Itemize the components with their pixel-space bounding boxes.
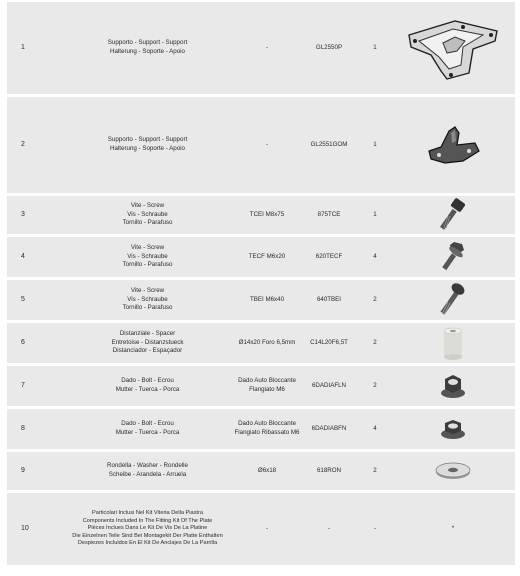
part-code: 618RON <box>316 466 342 474</box>
part-number: 4 <box>21 252 25 260</box>
table-row <box>7 366 515 406</box>
part-code: 6DADIAFLN <box>311 381 347 389</box>
table-row <box>7 196 515 234</box>
washer-icon <box>397 452 509 490</box>
part-number: 7 <box>21 381 25 389</box>
part-code: 640TBEI <box>316 295 342 303</box>
part-description: Dado - Bolt - Ecrou Mutter - Tuerca - Porca <box>115 420 180 436</box>
part-description: Rondella - Washer - Rondelle Scheibe - Arandela - Arruela <box>107 462 188 478</box>
part-quantity: 1 <box>373 43 377 51</box>
part-quantity: - <box>373 524 377 532</box>
part-dimensions: TBEI M6x40 <box>249 295 285 303</box>
part-dimensions: - <box>265 524 269 532</box>
part-description: Particolari Inclusi Nel Kit Viteria Della Piastra Components Included In The Fitting Kit Of The Plate Pièces Inclues Dans Le Kit De Vis De La Platine Die Einzelnen Teile Sind Bei Montagekit Der Platte Enthalten Despiezes Incluidos En El Kit De Anclajes De La Parrilla <box>72 510 223 547</box>
part-quantity: 2 <box>373 381 377 389</box>
plate-icon <box>397 2 509 94</box>
part-quantity: 1 <box>373 210 377 218</box>
part-dimensions: Dado Auto Bloccante Flangiato M6 <box>238 377 296 393</box>
part-description: Vite - Screw Vis - Schraube Tornillo - Parafuso <box>122 244 173 269</box>
part-code: C14L20F6,5T <box>310 338 348 346</box>
part-code: 6DADIABFN <box>311 424 347 432</box>
part-dimensions: Ø6x18 <box>257 466 277 474</box>
part-quantity: 1 <box>373 140 377 148</box>
table-row <box>7 97 515 193</box>
part-number: 1 <box>21 43 25 51</box>
part-description: Dado - Bolt - Ecrou Mutter - Tuerca - Porca <box>115 377 180 393</box>
table-row <box>7 2 515 94</box>
part-code: GL2550P <box>315 43 343 51</box>
part-quantity: 2 <box>373 466 377 474</box>
part-number: 3 <box>21 210 25 218</box>
part-quantity: 4 <box>373 424 377 432</box>
asterisk-icon: * <box>451 524 455 532</box>
part-code: GL2551GOM <box>310 140 348 148</box>
part-description: Vite - Screw Vis - Schraube Tornillo - Parafuso <box>122 287 173 312</box>
part-quantity: 2 <box>373 338 377 346</box>
bracket-icon <box>397 97 509 193</box>
table-row <box>7 280 515 320</box>
part-code: 620TECF <box>315 252 343 260</box>
hex-socket-screw-icon <box>397 196 509 234</box>
table-row <box>7 409 515 449</box>
part-dimensions: TECF M6x20 <box>248 252 286 260</box>
table-row <box>7 452 515 490</box>
part-code: 875TCE <box>317 210 341 218</box>
low-flange-nut-icon <box>397 409 509 449</box>
button-head-screw-icon <box>397 280 509 320</box>
part-dimensions: - <box>265 43 269 51</box>
part-number: 2 <box>21 140 25 148</box>
part-description: Vite - Screw Vis - Schraube Tornillo - Parafuso <box>122 202 173 227</box>
part-quantity: 2 <box>373 295 377 303</box>
part-number: 10 <box>21 524 29 532</box>
part-number: 5 <box>21 295 25 303</box>
part-number: 6 <box>21 338 25 346</box>
part-description: Supporto - Support - Support Halterung - Soporte - Apoio <box>107 39 188 55</box>
flange-screw-icon <box>397 237 509 277</box>
part-dimensions: TCEI M8x75 <box>249 210 285 218</box>
part-description: Supporto - Support - Support Halterung - Soporte - Apoio <box>107 136 188 152</box>
part-dimensions: Dado Auto Bloccante Flangiato Ribassato M6 <box>234 420 300 436</box>
part-dimensions: - <box>265 140 269 148</box>
flange-nut-icon <box>397 366 509 406</box>
spacer-icon <box>397 323 509 363</box>
part-code: - <box>327 524 331 532</box>
part-quantity: 4 <box>373 252 377 260</box>
part-dimensions: Ø14x20 Foro 6,5mm <box>238 338 296 346</box>
part-description: Distanziale - Spacer Entretoise - Distanzstueck Distanciador - Espaçador <box>111 330 184 355</box>
part-number: 9 <box>21 466 25 474</box>
table-row <box>7 323 515 363</box>
table-row <box>7 237 515 277</box>
part-number: 8 <box>21 424 25 432</box>
table-row <box>7 493 515 565</box>
